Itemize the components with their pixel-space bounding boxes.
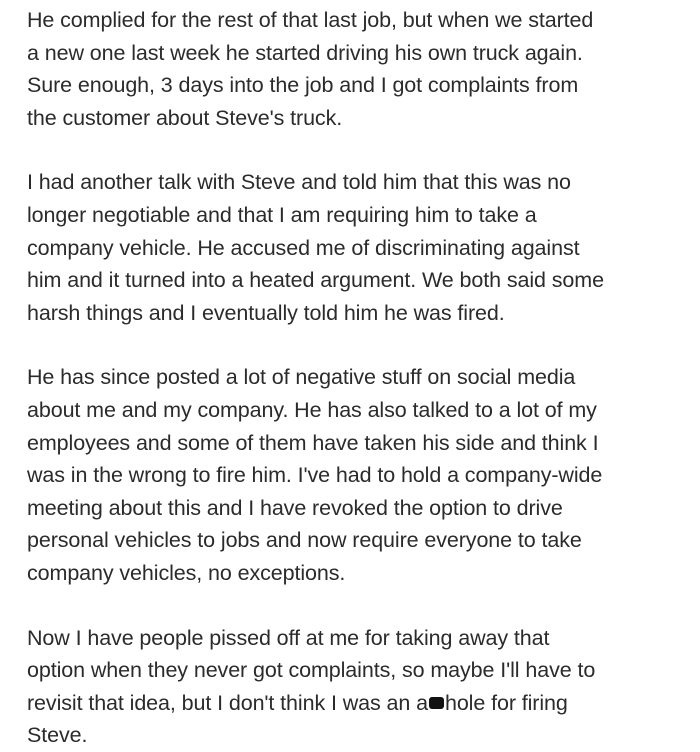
text-line: personal vehicles to jobs and now require everyone to take — [27, 528, 582, 553]
text-line: I had another talk with Steve and told him that this was no — [27, 170, 571, 195]
text-line: He complied for the rest of that last job, but when we started — [27, 8, 594, 32]
text-segment: hole for firing — [444, 690, 568, 715]
censored-text-line — [27, 687, 680, 720]
paragraph-3 — [27, 361, 680, 589]
text-line: harsh things and I eventually told him he was fired. — [27, 300, 505, 325]
text-line: Now I have people pissed off at me for taking away that — [27, 625, 550, 650]
text-segment: revisit that idea, but I don't think I was an a — [27, 690, 428, 715]
text-line: was in the wrong to fire him. I've had to hold a company-wide — [27, 463, 603, 488]
text-line: meeting about this and I have revoked the option to drive — [27, 495, 563, 520]
text-line: Steve. — [27, 723, 88, 748]
text-line: company vehicles, no exceptions. — [27, 560, 346, 585]
paragraph-4 — [27, 622, 680, 752]
paragraph-2 — [27, 166, 680, 329]
paragraph-1 — [27, 4, 680, 134]
text-line: company vehicle. He accused me of discriminating against — [27, 235, 580, 260]
text-line: about me and my company. He has also talked to a lot of my — [27, 397, 597, 422]
text-line: a new one last week he started driving his own truck again. — [27, 40, 583, 65]
text-line: the customer about Steve's truck. — [27, 105, 343, 130]
text-line: He has since posted a lot of negative stuff on social media — [27, 365, 576, 390]
text-line: Sure enough, 3 days into the job and I got complaints from — [27, 73, 579, 98]
text-line: employees and some of them have taken his side and think I — [27, 430, 599, 455]
text-line: him and it turned into a heated argument. We both said some — [27, 268, 604, 293]
text-line: longer negotiable and that I am requiring him to take a — [27, 202, 537, 227]
text-line: option when they never got complaints, so maybe I'll have to — [27, 658, 596, 683]
censor-block-icon — [429, 697, 444, 709]
